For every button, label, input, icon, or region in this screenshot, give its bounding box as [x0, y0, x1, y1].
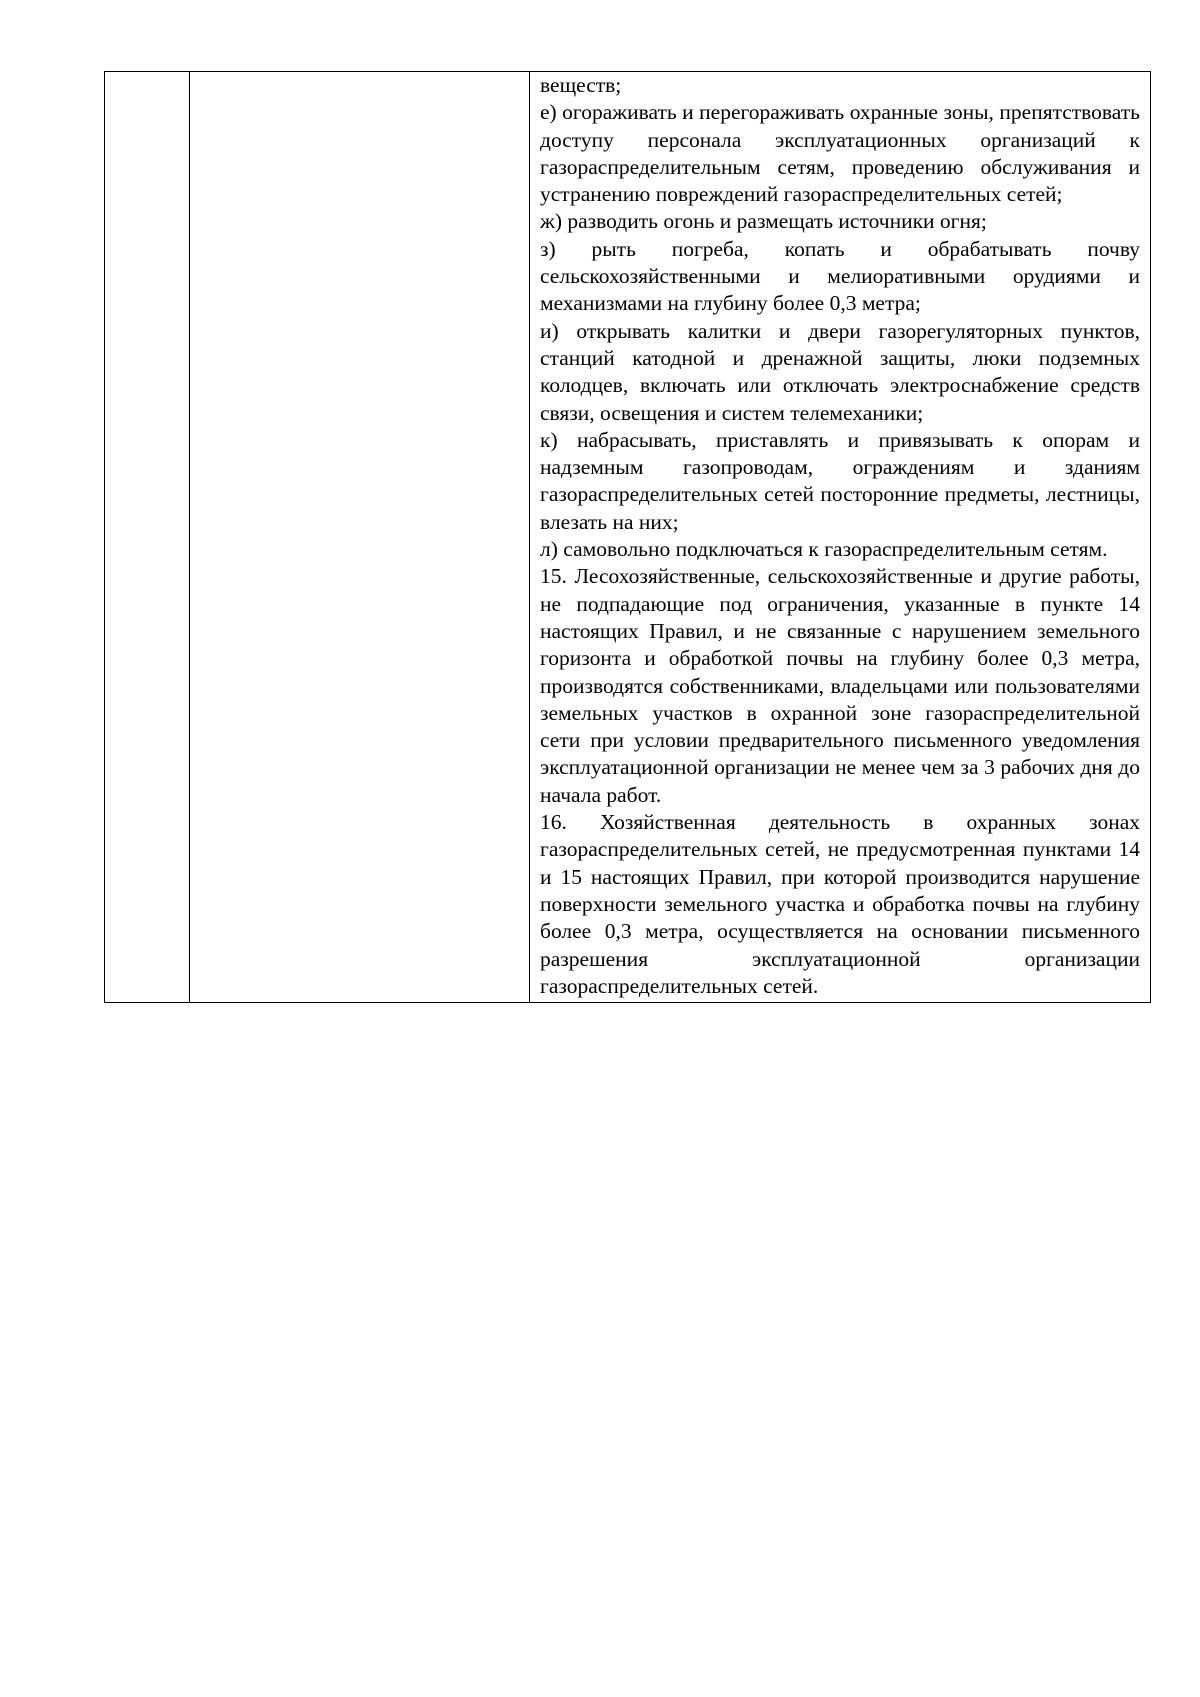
- paragraph-item-i: и) открывать калитки и двери газорегуляторных пунктов, станций катодной и дренажной защиты, люки подземных колодцев, включать или отключать электроснабжение средств связи, освещения и систем телемеханики;: [540, 318, 1140, 425]
- paragraph-continuation: веществ;: [540, 73, 622, 97]
- paragraph-item-zh: ж) разводить огонь и размещать источники огня;: [540, 209, 987, 234]
- paragraph-clause-16: 16. Хозяйственная деятельность в охранных зонах газораспределительных сетей, не предусмотренная пунктами 14 и 15 настоящих Правил, при которой производится нарушение поверхности земельного участка и обработка почвы на глубину более 0,3 метра, осуществляется на основании письменного разрешения эксплуатационной организации газораспределительных сетей.: [540, 810, 1140, 998]
- paragraph-item-k: к) набрасывать, приставлять и привязывать к опорам и надземным газопроводам, ограждениям и зданиям газораспределительных сетей посторонние предметы, лестницы, влезать на них;: [540, 427, 1140, 534]
- paragraph-item-z: з) рыть погреба, копать и обрабатывать почву сельскохозяйственными и мелиоративными орудиями и механизмами на глубину более 0,3 метра;: [540, 236, 1140, 316]
- paragraph-item-l: л) самовольно подключаться к газораспределительным сетям.: [540, 537, 1108, 562]
- number-cell: [105, 72, 190, 1003]
- paragraph-item-e: е) огораживать и перегораживать охранные зоны, препятствовать доступу персонала эксплуатационных организаций к газораспределительным сетям, проведению обслуживания и устранению повреждений газораспределительных сетей;: [540, 100, 1140, 207]
- paragraph-clause-15: 15. Лесохозяйственные, сельскохозяйственные и другие работы, не подпадающие под ограничения, указанные в пункте 14 настоящих Правил, и не связанные с нарушением земельного горизонта и обработкой почвы на глубину более 0,3 метра, производятся собственниками, владельцами или пользователями земельных участков в охранной зоне газораспределительной сети при условии предварительного письменного уведомления эксплуатационной организации не менее чем за 3 рабочих дня до начала работ.: [540, 564, 1140, 807]
- name-cell: [190, 72, 530, 1003]
- document-table: [104, 71, 1151, 1003]
- table-row: [105, 72, 1151, 1003]
- text-cell: [530, 72, 1151, 1003]
